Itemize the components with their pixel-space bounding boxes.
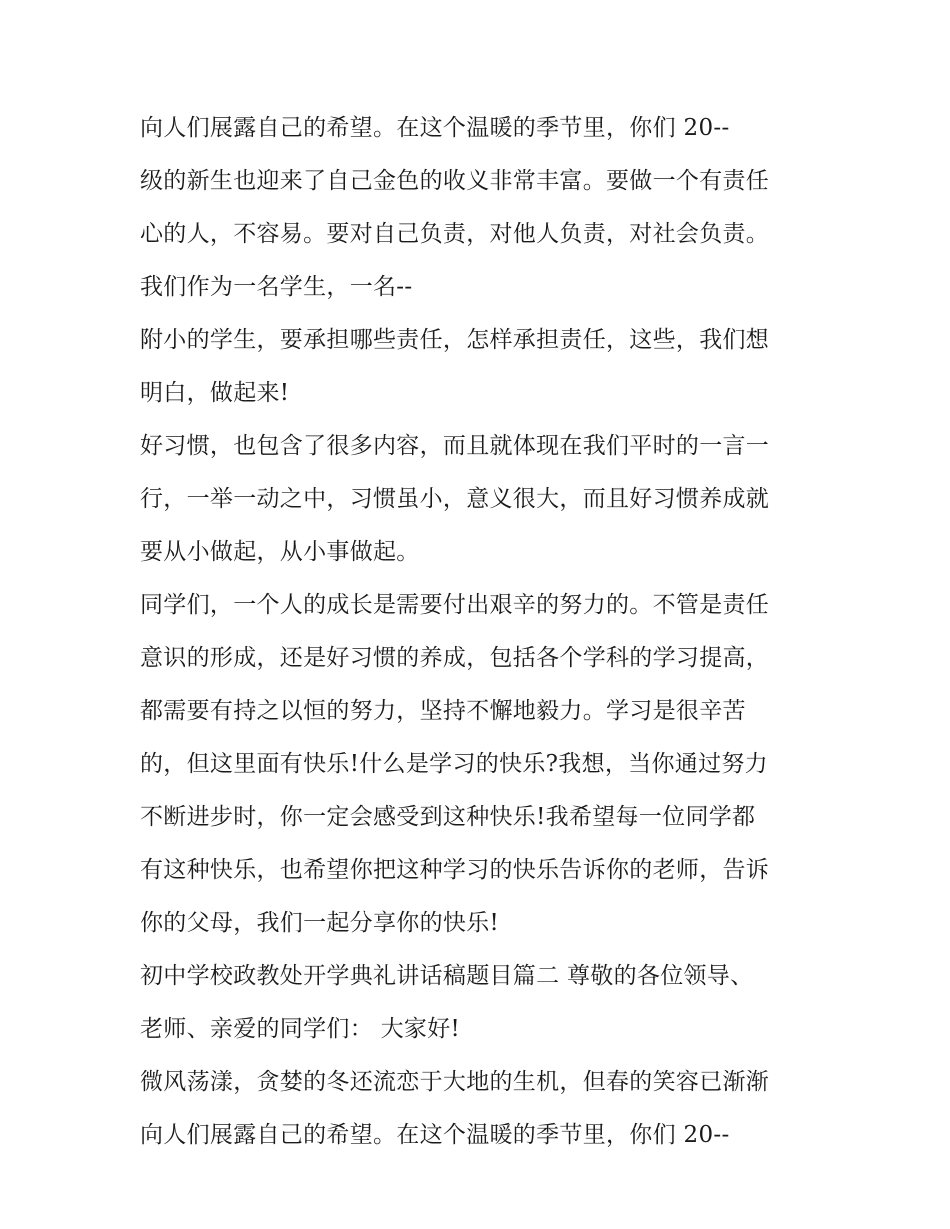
text-line: 微风荡漾，贪婪的冬还流恋于大地的生机，但春的笑容已渐渐 [140,1069,770,1095]
text-line: 级的新生也迎来了自己金色的收义非常丰富。要做一个有责任 [140,168,770,194]
text-line: 有这种快乐，也希望你把这种学习的快乐告诉你的老师，告诉 [140,857,770,883]
text-line: 你的父母，我们一起分享你的快乐! [140,910,500,936]
text-line: 都需要有持之以恒的努力，坚持不懈地毅力。学习是很辛苦 [140,698,746,724]
text-line: 明白，做起来! [140,380,290,406]
section-heading-line: 初中学校政教处开学典礼讲话稿题目篇二 尊敬的各位领导、 [140,963,754,989]
text-line: 的，但这里面有快乐!什么是学习的快乐?我想，当你通过努力 [140,751,768,777]
text-line: 我们作为一名学生，一名-- [140,274,413,300]
text-line: 向人们展露自己的希望。在这个温暖的季节里，你们 20-- [140,115,730,141]
body-text [140,102,830,1162]
text-line: 好习惯，也包含了很多内容，而且就体现在我们平时的一言一 [140,433,770,459]
text-line: 同学们，一个人的成长是需要付出艰辛的努力的。不管是责任 [140,592,770,618]
text-line: 意识的形成，还是好习惯的养成，包括各个学科的学习提高， [140,645,770,671]
text-line: 心的人，不容易。要对自己负责，对他人负责，对社会负责。 [140,221,770,247]
text-line: 向人们展露自己的希望。在这个温暖的季节里，你们 20-- [140,1122,730,1148]
text-line: 要从小做起，从小事做起。 [140,539,420,565]
greeting-line: 老师、亲爱的同学们： 大家好! [140,1016,461,1042]
text-line: 不断进步时，你一定会感受到这种快乐!我希望每一位同学都 [140,804,756,830]
text-line: 行，一举一动之中，习惯虽小，意义很大，而且好习惯养成就 [140,486,770,512]
text-line: 附小的学生，要承担哪些责任，怎样承担责任，这些，我们想 [140,327,770,353]
